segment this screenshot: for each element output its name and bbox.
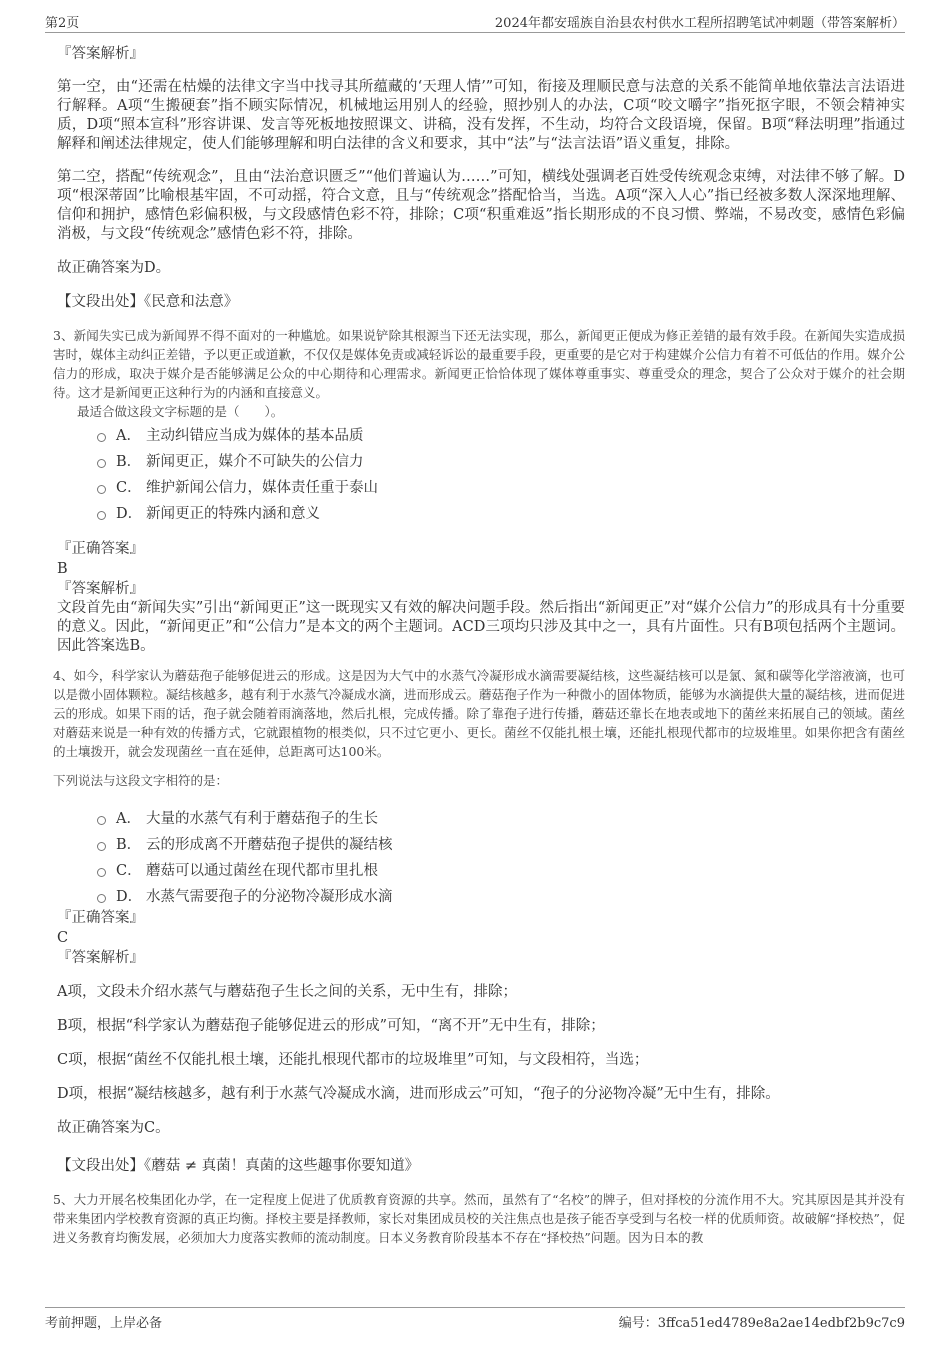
document-id: 编号：3ffca51ed4789e8a2ae14edbf2b9c7c9 [618,1316,905,1331]
q2-analysis-title: 『答案解析』 [57,46,144,62]
q3-analysis-title: 『答案解析』 [57,581,144,597]
q4-answer: C [57,930,69,946]
radio-icon[interactable] [97,868,106,877]
q4-option-c[interactable]: C． 蘑菇可以通过菌丝在现代都市里扎根 [97,856,905,882]
radio-icon[interactable] [97,433,106,442]
radio-icon[interactable] [97,459,106,468]
q3-option-d[interactable]: D． 新闻更正的特殊内涵和意义 [97,499,905,525]
q3-option-a[interactable]: A． 主动纠错应当成为媒体的基本品质 [97,421,905,447]
q4-analysis-d: D项，根据“凝结核越多，越有利于水蒸气冷凝成水滴，进而形成云”可知，“孢子的分泌物冷凝”无中生有，排除。 [57,1086,780,1102]
q4-answer-title: 『正确答案』 [57,910,144,926]
document-title: 2024年都安瑶族自治县农村供水工程所招聘笔试冲刺题（带答案解析） [494,16,905,31]
radio-icon[interactable] [97,894,106,903]
q5-stem: 5、大力开展名校集团化办学，在一定程度上促进了优质教育资源的共享。然而，虽然有了“名校”的牌子，但对择校的分流作用不大。究其原因是其并没有带来集团内学校教育资源的真正均衡。择校主要是择教师，家长对集团成员校的关注焦点也是孩子能否享受到与名校一样的优质师资。故破解“择校热”，促进义务教育均衡发展，必须加大力度落实教师的流动制度。日本义务教育阶段基本不存在“择校热”问题。因为日本的教 [53,1192,905,1245]
q4-source: 【文段出处】《蘑菇 ≠ 真菌！真菌的这些趣事你要知道》 [57,1158,420,1174]
q3-answer-title: 『正确答案』 [57,541,144,557]
q2-analysis-p2: 第二空，搭配“传统观念”，且由“法治意识匮乏”“他们普遍认为……”可知，横线处强调老百姓受传统观念束缚，对法律不够了解。D项“根深蒂固”比喻根基牢固，不可动摇，符合文意，且与“传统观念”搭配恰当，当选。A项“深入人心”指已经被多数人深深地理解、信仰和拥护，感情色彩偏积极，与文段感情色彩不符，排除；C项“积重难返”指长期形成的不良习惯、弊端，不易改变，感情色彩偏消极，与文段“传统观念”感情色彩不符，排除。 [57,169,905,242]
q3-analysis: 文段首先由“新闻失实”引出“新闻更正”这一既现实又有效的解决问题手段。然后指出“新闻更正”对“媒介公信力”的形成具有十分重要的意义。因此，“新闻更正”和“公信力”是本文的两个主题词。ACD三项均只涉及其中之一，具有片面性。只有B项包括两个主题词。因此答案选B。 [57,600,905,654]
radio-icon[interactable] [97,485,106,494]
q4-question: 下列说法与这段文字相符的是： [53,773,229,788]
q4-analysis-a: A项，文段未介绍水蒸气与蘑菇孢子生长之间的关系，无中生有，排除； [57,984,517,1000]
footer-slogan: 考前押题，上岸必备 [45,1316,163,1331]
q3-option-b[interactable]: B． 新闻更正，媒介不可缺失的公信力 [97,447,905,473]
q4-analysis-c: C项，根据“菌丝不仅能扎根土壤，还能扎根现代都市的垃圾堆里”可知，与文段相符，当选； [57,1052,649,1068]
q3-answer: B [57,561,68,577]
q2-conclusion: 故正确答案为D。 [57,260,171,276]
q4-option-d[interactable]: D． 水蒸气需要孢子的分泌物冷凝形成水滴 [97,882,905,908]
document-body [53,44,905,1247]
q3-options [57,421,905,525]
q4-conclusion: 故正确答案为C。 [57,1120,170,1136]
q4-stem: 4、如今，科学家认为蘑菇孢子能够促进云的形成。这是因为大气中的水蒸气冷凝形成水滴需要凝结核，这些凝结核可以是氯、氮和碳等化学溶液滴，也可以是微小固体颗粒。凝结核越多，越有利于水蒸气冷凝成水滴，进而形成云。蘑菇孢子作为一种微小的固体物质，能够为水滴提供大量的凝结核，进而促进云的形成。如果下雨的话，孢子就会随着雨滴落地，然后扎根，完成传播。除了靠孢子进行传播，蘑菇还靠长在地表或地下的菌丝来拓展自己的领域。菌丝对蘑菇来说是一种有效的传播方式，它就跟植物的根类似，只不过它更小、更长。菌丝不仅能扎根土壤，还能扎根现代都市的垃圾堆里。如果你把含有菌丝的土壤拨开，就会发现菌丝一直在延伸，总距离可达100米。 [53,668,905,759]
q3-option-c[interactable]: C． 维护新闻公信力，媒体责任重于泰山 [97,473,905,499]
q4-option-b[interactable]: B． 云的形成离不开蘑菇孢子提供的凝结核 [97,830,905,856]
radio-icon[interactable] [97,816,106,825]
page-number: 第2页 [45,16,80,31]
q4-analysis-b: B项，根据“科学家认为蘑菇孢子能够促进云的形成”可知，“离不开”无中生有，排除； [57,1018,605,1034]
q4-option-a[interactable]: A． 大量的水蒸气有利于蘑菇孢子的生长 [97,804,905,830]
q3-stem: 3、新闻失实已成为新闻界不得不面对的一种尴尬。如果说铲除其根源当下还无法实现，那么，新闻更正便成为修正差错的最有效手段。在新闻失实造成损害时，媒体主动纠正差错，予以更正或道歉，不仅仅是媒体免责或减轻诉讼的最重要手段，更重要的是它对于构建媒介公信力有着不可低估的作用。媒介公信力的形成，取决于媒介是否能够满足公众的中心期待和心理需求。新闻更正恰恰体现了媒体尊重事实、尊重受众的理念，契合了公众对于媒介的社会期待。这才是新闻更正这种行为的内涵和直接意义。 [53,328,905,400]
page-header [45,10,905,33]
page-footer [45,1307,905,1330]
q2-source: 【文段出处】《民意和法意》 [57,294,239,310]
q4-options [57,804,905,908]
q3-question: 最适合做这段文字标题的是（ ）。 [77,404,284,419]
q4-analysis-title: 『答案解析』 [57,950,144,966]
q2-analysis-p1: 第一空，由“还需在枯燥的法律文字当中找寻其所蕴藏的‘天理人情’”可知，衔接及理顺民意与法意的关系不能简单地依靠法言法语进行解释。A项“生搬硬套”指不顾实际情况，机械地运用别人的经验，照抄别人的办法，C项“咬文嚼字”指死抠字眼，不领会精神实质，D项“照本宣科”形容讲课、发言等死板地按照课文、讲稿，没有发挥，不生动，均符合文段语境，保留。B项“释法明理”指通过解释和阐述法律规定，使人们能够理解和明白法律的含义和要求，其中“法”与“法言法语”语义重复，排除。 [57,79,905,152]
radio-icon[interactable] [97,511,106,520]
radio-icon[interactable] [97,842,106,851]
